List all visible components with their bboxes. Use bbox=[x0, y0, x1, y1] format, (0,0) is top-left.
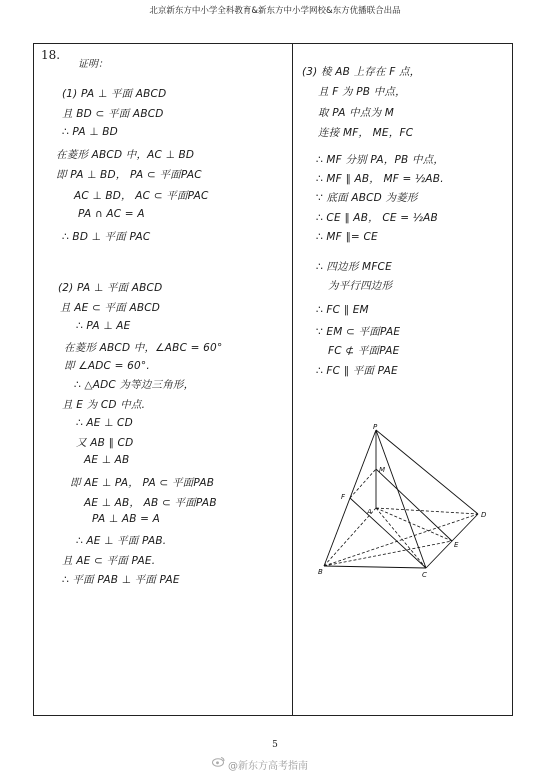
proof-line: 且 E 为 CD 中点. bbox=[62, 399, 146, 411]
proof-line: ∴ PA ⊥ AE bbox=[76, 320, 131, 332]
label-A: A bbox=[367, 508, 372, 516]
column-divider bbox=[292, 43, 293, 716]
page-header: 北京新东方中小学全科教育&新东方中小学网校&东方优播联合出品 bbox=[149, 6, 401, 16]
proof-line: 在菱形 ABCD 中，∠ABC = 60° bbox=[64, 342, 223, 354]
proof-line: FC ⊄ 平面PAE bbox=[328, 345, 400, 357]
proof-line: AC ⊥ BD， AC ⊂ 平面PAC bbox=[74, 190, 209, 202]
label-E: E bbox=[454, 541, 459, 549]
proof-line: 取 PA 中点为 M bbox=[318, 107, 395, 119]
edge-AD-hidden bbox=[376, 508, 478, 514]
proof-line: 且 BD ⊂ 平面 ABCD bbox=[62, 108, 164, 120]
proof-line: ∴ 四边形 MFCE bbox=[316, 261, 392, 273]
segment-MF bbox=[350, 469, 376, 498]
proof-line: AE ⊥ AB bbox=[84, 454, 130, 466]
weibo-icon bbox=[212, 756, 225, 767]
proof-line: 即 AE ⊥ PA， PA ⊂ 平面PAB bbox=[70, 477, 215, 489]
proof-line: ∴ CE ∥ AB， CE = ½AB bbox=[316, 212, 438, 224]
diagonal-BD bbox=[324, 514, 478, 566]
label-F: F bbox=[341, 493, 346, 501]
proof-line: PA ⊥ AB = A bbox=[92, 513, 161, 525]
label-M: M bbox=[379, 466, 386, 474]
proof-line: ∴ FC ∥ EM bbox=[316, 304, 369, 316]
proof-line: ∴ AE ⊥ 平面 PAB. bbox=[76, 535, 167, 547]
segment-ME bbox=[376, 469, 452, 541]
proof-line: ∴ FC ∥ 平面 PAE bbox=[316, 365, 398, 377]
proof-title: 证明： bbox=[78, 59, 108, 70]
diagonal-AC bbox=[376, 508, 426, 568]
proof-line: 即 PA ⊥ BD， PA ⊂ 平面PAC bbox=[56, 169, 202, 181]
proof-line: ∴ AE ⊥ CD bbox=[76, 417, 133, 429]
label-P: P bbox=[373, 423, 378, 431]
proof-line: 为平行四边形 bbox=[328, 280, 393, 292]
watermark: @新东方高考指南 bbox=[228, 761, 308, 772]
proof-line: ∴ △ADC 为等边三角形， bbox=[74, 379, 195, 391]
label-B: B bbox=[318, 568, 323, 576]
proof-line: ∴ MF 分别 PA，PB 中点， bbox=[316, 154, 445, 166]
proof-line: 又 AB ∥ CD bbox=[76, 437, 134, 449]
proof-line: 即 ∠ADC = 60°. bbox=[64, 360, 150, 372]
edge-BC bbox=[324, 566, 426, 568]
proof-line: ∵ EM ⊂ 平面PAE bbox=[316, 326, 401, 338]
proof-line: 且 AE ⊂ 平面 ABCD bbox=[60, 302, 161, 314]
proof-line: ∴ MF ∥ AB， MF = ½AB. bbox=[316, 173, 444, 185]
label-C: C bbox=[422, 571, 427, 578]
page-number: 5 bbox=[272, 740, 278, 750]
proof-line: AE ⊥ AB， AB ⊂ 平面PAB bbox=[84, 497, 217, 509]
proof-line: 且 F 为 PB 中点， bbox=[318, 86, 406, 98]
proof-line: ∴ 平面 PAB ⊥ 平面 PAE bbox=[62, 574, 180, 586]
proof-line: ∴ BD ⊥ 平面 PAC bbox=[62, 231, 151, 243]
proof-line: 且 AE ⊂ 平面 PAE. bbox=[62, 555, 156, 567]
proof-line: (2) PA ⊥ 平面 ABCD bbox=[58, 282, 163, 294]
proof-line: 在菱形 ABCD 中，AC ⊥ BD bbox=[56, 149, 195, 161]
proof-line: ∴ PA ⊥ BD bbox=[62, 126, 118, 138]
proof-line: (1) PA ⊥ 平面 ABCD bbox=[62, 88, 167, 100]
proof-line: ∴ MF ∥= CE bbox=[316, 231, 378, 243]
proof-line: ∵ 底面 ABCD 为菱形 bbox=[316, 192, 418, 204]
proof-line: PA ∩ AC = A bbox=[78, 208, 145, 220]
question-number: 18. bbox=[41, 48, 61, 62]
pyramid-figure bbox=[318, 422, 494, 578]
proof-line: 连接 MF， ME，FC bbox=[318, 127, 414, 139]
label-D: D bbox=[481, 511, 487, 519]
proof-line: (3) 棱 AB 上存在 F 点， bbox=[302, 66, 421, 78]
